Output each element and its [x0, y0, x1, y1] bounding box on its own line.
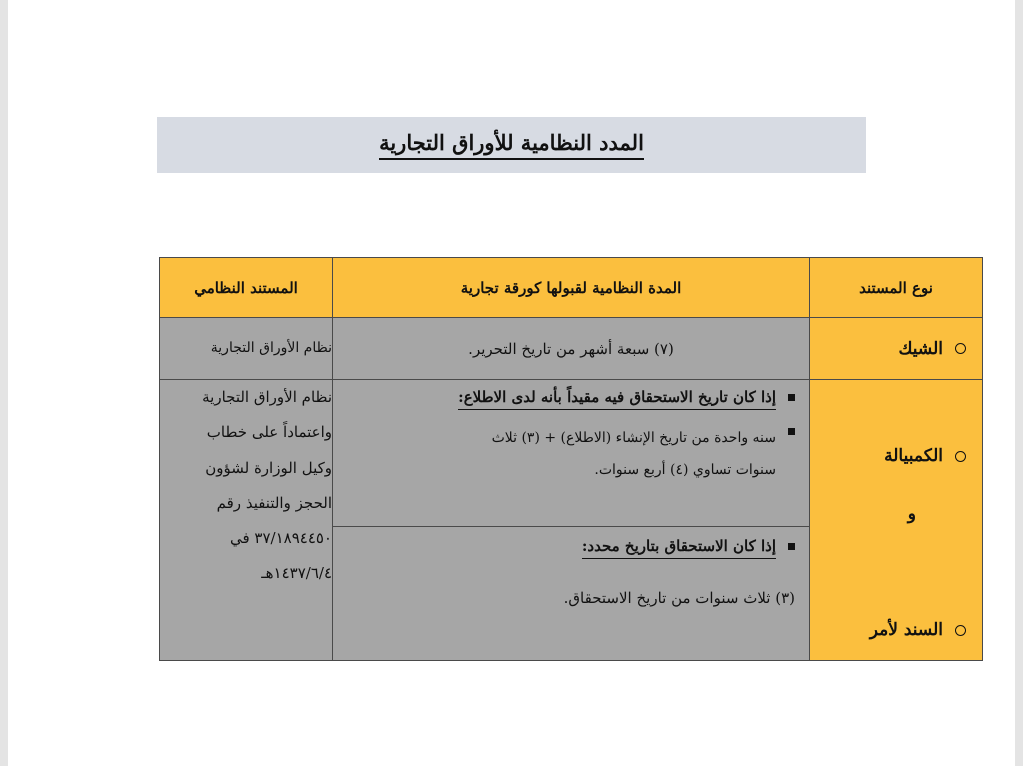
and-connector: و: [907, 504, 916, 524]
regulation-line: ٣٧/١٨٩٤٤٥٠ في: [229, 529, 332, 547]
bill-type-label: الكمبيالة: [884, 446, 943, 466]
header-regulation: المستند النظامي: [160, 258, 333, 318]
circle-bullet-icon: [955, 625, 966, 636]
document-page: [8, 0, 1015, 766]
header-statutory-period: المدة النظامية لقبولها كورقة تجارية: [333, 258, 810, 318]
regulation-line: نظام الأوراق التجارية: [202, 388, 332, 406]
title-banner: [157, 117, 866, 173]
bill-sight-period-cell: [333, 380, 810, 527]
commercial-papers-table: [159, 257, 983, 661]
square-bullet-icon: [788, 428, 795, 435]
promissory-note-label: السند لأمر: [869, 620, 943, 640]
sight-line-1: سنه واحدة من تاريخ الإنشاء (الاطلاع) + (٣) ثلاث: [491, 430, 776, 446]
cheque-period-cell: [333, 318, 810, 380]
sight-line-2: سنوات تساوي (٤) أربع سنوات.: [594, 462, 776, 479]
square-bullet-icon: [788, 394, 795, 401]
fixed-heading: إذا كان الاستحقاق بتاريخ محدد:: [582, 537, 776, 559]
header-document-type: نوع المستند: [810, 258, 983, 318]
regulation-line: الحجز والتنفيذ رقم: [216, 493, 332, 512]
table-header-row: [160, 258, 983, 318]
page-title: المدد النظامية للأوراق التجارية: [379, 130, 644, 160]
square-bullet-icon: [788, 543, 795, 550]
bill-regulation-cell: [160, 380, 333, 661]
fixed-period-text: (٣) ثلاث سنوات من تاريخ الاستحقاق.: [563, 588, 795, 607]
circle-bullet-icon: [955, 451, 966, 462]
regulation-line: وكيل الوزارة لشؤون: [205, 458, 332, 477]
regulation-line: ١٤٣٧/٦/٤هـ: [261, 564, 332, 583]
cheque-period-text: (٧) سبعة أشهر من تاريخ التحرير.: [468, 339, 674, 358]
table-row-cheque: [160, 318, 983, 380]
bill-type-cell: [810, 380, 983, 661]
regulation-line: واعتماداً على خطاب: [206, 423, 332, 442]
cheque-type-cell: [810, 318, 983, 380]
bill-fixed-period-cell: [333, 526, 810, 660]
cheque-type-label: الشيك: [898, 338, 943, 359]
cheque-regulation-cell: [160, 318, 333, 380]
circle-bullet-icon: [955, 343, 966, 354]
cheque-regulation-text: نظام الأوراق التجارية: [210, 339, 332, 356]
sight-heading: إذا كان تاريخ الاستحقاق فيه مقيداً بأنه لدى الاطلاع:: [458, 388, 776, 410]
table-row-bill-sight: [160, 380, 983, 527]
